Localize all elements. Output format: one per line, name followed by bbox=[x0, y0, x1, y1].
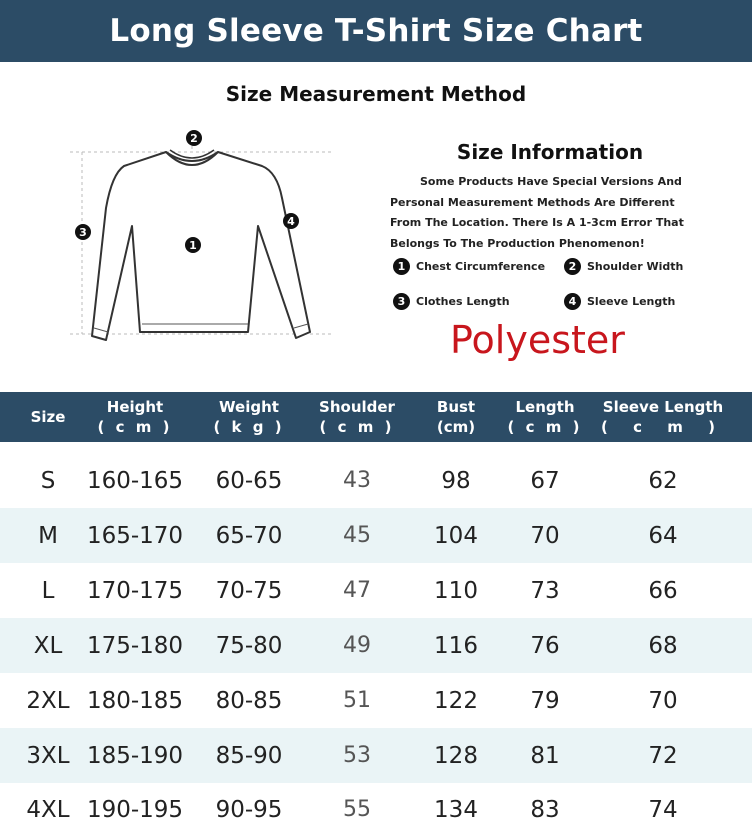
cell-sleeve-length: 70 bbox=[648, 687, 678, 714]
header-size bbox=[18, 392, 78, 442]
size-table-header bbox=[0, 392, 752, 442]
cell-length: 83 bbox=[530, 796, 560, 823]
cell-size: M bbox=[38, 522, 58, 549]
cell-bust: 134 bbox=[434, 796, 478, 823]
legend-item-chest bbox=[393, 258, 545, 275]
cell-length: 73 bbox=[530, 577, 560, 604]
cell-size: XL bbox=[33, 632, 63, 659]
table-row bbox=[0, 618, 752, 673]
cell-weight: 65-70 bbox=[215, 522, 283, 549]
info-line: Personal Measurement Methods Are Different bbox=[390, 195, 675, 209]
legend-label: Sleeve Length bbox=[587, 295, 676, 308]
table-row bbox=[0, 728, 752, 783]
cell-sleeve-length: 66 bbox=[648, 577, 678, 604]
cell-sleeve-length: 74 bbox=[648, 796, 678, 823]
cell-bust: 116 bbox=[434, 632, 478, 659]
cell-length: 70 bbox=[530, 522, 560, 549]
legend-label: Shoulder Width bbox=[587, 260, 684, 273]
cell-shoulder: 53 bbox=[343, 743, 371, 768]
header-shoulder bbox=[308, 392, 406, 442]
cell-weight: 75-80 bbox=[215, 632, 283, 659]
table-row bbox=[0, 453, 752, 508]
number-2-icon: 2 bbox=[564, 258, 581, 275]
table-row bbox=[0, 673, 752, 728]
marker-2-label: 2 bbox=[190, 132, 198, 145]
marker-4-label: 4 bbox=[287, 215, 295, 228]
cell-size: L bbox=[41, 577, 55, 604]
table-row bbox=[0, 782, 752, 837]
header-bust bbox=[410, 392, 502, 442]
legend-item-sleeve-length bbox=[564, 293, 675, 310]
marker-3-label: 3 bbox=[79, 226, 87, 239]
size-information bbox=[390, 140, 710, 254]
cell-length: 67 bbox=[530, 467, 560, 494]
header-height bbox=[80, 392, 190, 442]
cell-weight: 60-65 bbox=[215, 467, 283, 494]
cell-height: 170-175 bbox=[86, 577, 184, 604]
header-weight bbox=[196, 392, 302, 442]
header-sleeve-length bbox=[592, 392, 734, 442]
page-title: Long Sleeve T-Shirt Size Chart bbox=[0, 0, 752, 62]
header-label: Weight bbox=[219, 398, 279, 416]
legend-item-clothes-length bbox=[393, 293, 510, 310]
cell-bust: 104 bbox=[434, 522, 478, 549]
cell-weight: 80-85 bbox=[215, 687, 283, 714]
cell-shoulder: 45 bbox=[343, 523, 371, 548]
cell-height: 165-170 bbox=[86, 522, 184, 549]
cell-sleeve-length: 62 bbox=[648, 467, 678, 494]
cell-sleeve-length: 72 bbox=[648, 742, 678, 769]
cell-shoulder: 51 bbox=[343, 688, 371, 713]
table-row bbox=[0, 563, 752, 618]
header-label: Length bbox=[515, 398, 575, 416]
cell-length: 76 bbox=[530, 632, 560, 659]
header-unit: (cm) bbox=[436, 418, 476, 436]
size-information-title: Size Information bbox=[456, 140, 644, 164]
number-4-icon: 4 bbox=[564, 293, 581, 310]
cell-bust: 98 bbox=[441, 467, 471, 494]
header-unit: ( c m ) bbox=[319, 418, 395, 436]
cell-height: 175-180 bbox=[86, 632, 184, 659]
cell-size: 4XL bbox=[26, 796, 70, 823]
cell-shoulder: 43 bbox=[343, 468, 371, 493]
table-row bbox=[0, 508, 752, 563]
cell-weight: 70-75 bbox=[215, 577, 283, 604]
marker-1-label: 1 bbox=[189, 239, 197, 252]
info-line: From The Location. There Is A 1-3cm Error That bbox=[390, 216, 684, 229]
cell-sleeve-length: 64 bbox=[648, 522, 678, 549]
legend-item-shoulder bbox=[564, 258, 683, 275]
info-line: Some Products Have Special Versions And bbox=[420, 175, 682, 188]
header-unit: ( c m ) bbox=[97, 418, 173, 436]
header-label: Height bbox=[106, 398, 164, 416]
cell-bust: 110 bbox=[434, 577, 478, 604]
cell-weight: 85-90 bbox=[215, 742, 283, 769]
cell-size: 3XL bbox=[26, 742, 70, 769]
legend-label: Clothes Length bbox=[416, 295, 510, 308]
header-unit: ( c m ) bbox=[601, 418, 725, 436]
header-unit: ( k g ) bbox=[213, 418, 285, 436]
cell-height: 185-190 bbox=[86, 742, 184, 769]
cell-shoulder: 49 bbox=[343, 633, 371, 658]
cell-length: 79 bbox=[530, 687, 560, 714]
header-length bbox=[502, 392, 588, 442]
number-3-icon: 3 bbox=[393, 293, 410, 310]
cell-length: 81 bbox=[530, 742, 560, 769]
size-information-text bbox=[390, 172, 710, 254]
cell-size: 2XL bbox=[26, 687, 70, 714]
tshirt-diagram bbox=[62, 118, 340, 368]
header-label: Size bbox=[30, 408, 66, 426]
header-unit: ( c m ) bbox=[507, 418, 583, 436]
cell-weight: 90-95 bbox=[215, 796, 283, 823]
cell-height: 160-165 bbox=[86, 467, 184, 494]
cell-bust: 128 bbox=[434, 742, 478, 769]
info-line: Belongs To The Production Phenomenon! bbox=[390, 236, 645, 250]
measurement-method-title: Size Measurement Method bbox=[225, 82, 527, 106]
cell-bust: 122 bbox=[434, 687, 478, 714]
cell-height: 180-185 bbox=[86, 687, 184, 714]
number-1-icon: 1 bbox=[393, 258, 410, 275]
legend-label: Chest Circumference bbox=[416, 260, 546, 273]
cell-shoulder: 47 bbox=[343, 578, 371, 603]
header-label: Bust bbox=[436, 398, 476, 416]
material-label: Polyester bbox=[450, 318, 625, 362]
cell-sleeve-length: 68 bbox=[648, 632, 678, 659]
cell-height: 190-195 bbox=[86, 796, 184, 823]
cell-shoulder: 55 bbox=[343, 797, 371, 822]
cell-size: S bbox=[40, 467, 56, 494]
header-label: Shoulder bbox=[319, 398, 395, 416]
header-label: Sleeve Length bbox=[602, 398, 724, 416]
